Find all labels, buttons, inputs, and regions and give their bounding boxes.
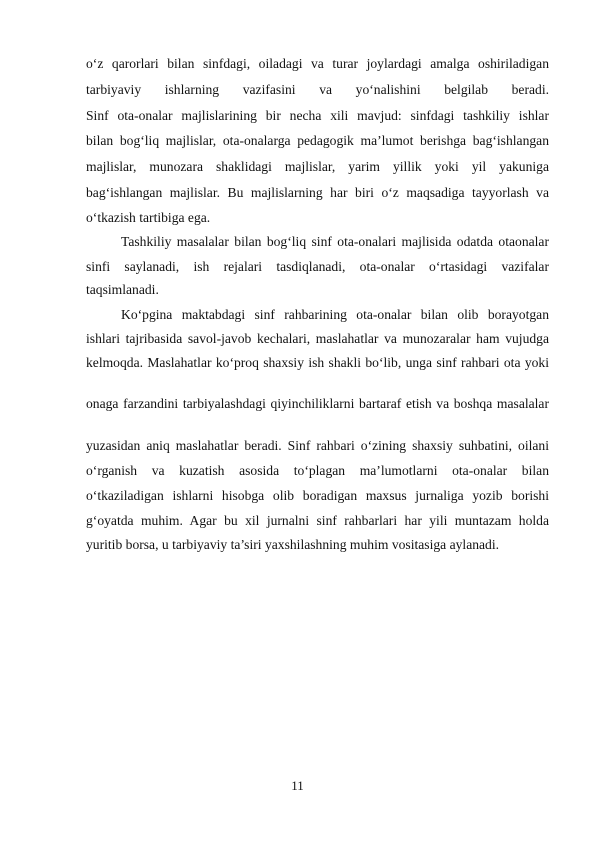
paragraph-first-line: Tashkiliy masalalar bilan bog‘liq sinf ota-onalari majlisida odatda otaonalar	[121, 234, 549, 249]
text-line: kelmoqda. Maslahatlar ko‘proq shaxsiy ish shakli bo‘lib, unga sinf rahbari ota yoki	[86, 355, 549, 370]
page-number: 11	[291, 778, 304, 793]
text-line: o‘tkaziladigan ishlarni hisobga olib boradigan maxsus jurnaliga yozib borishi	[86, 488, 549, 503]
text-line: o‘rganish va kuzatish asosida to‘plagan ma’lumotlarni ota-onalar bilan	[86, 463, 549, 478]
text-line: o‘tkazish tartibiga ega.	[86, 210, 211, 225]
text-line: bag‘ishlangan majlislar. Bu majlislarning har biri o‘z maqsadiga tayyorlash va	[86, 185, 549, 200]
text-line: tarbiyaviy ishlarning vazifasini va yo‘nalishini belgilab beradi.	[86, 82, 549, 97]
text-line: sinfi saylanadi, ish rejalari tasdiqlanadi, ota-onalar o‘rtasidagi vazifalar	[86, 259, 549, 274]
text-line: o‘z qarorlari bilan sinfdagi, oiladagi va turar joylardagi amalga oshiriladigan	[86, 56, 549, 71]
text-line: bilan bog‘liq majlislar, ota-onalarga pedagogik ma’lumot berishga bag‘ishlangan	[86, 133, 549, 148]
text-line: yuritib borsa, u tarbiyaviy ta’siri yaxshilashning muhim vositasiga aylanadi.	[86, 537, 500, 552]
paragraph-first-line: Ko‘pgina maktabdagi sinf rahbarining ota-onalar bilan olib borayotgan	[121, 307, 549, 322]
text-line: Sinf ota-onalar majlislarining bir necha xili mavjud: sinfdagi tashkiliy ishlar	[86, 108, 549, 123]
text-line: taqsimlanadi.	[86, 282, 159, 297]
text-line: ishlari tajribasida savol-javob kechalari, maslahatlar va munozaralar ham vujudga	[86, 331, 549, 346]
text-line: g‘oyatda muhim. Agar bu xil jurnalni sinf rahbarlari har yili muntazam holda	[86, 513, 549, 528]
text-line: onaga farzandini tarbiyalashdagi qiyinchiliklarni bartaraf etish va boshqa masalalar	[86, 396, 549, 411]
text-line: yuzasidan aniq maslahatlar beradi. Sinf rahbari o‘zining shaxsiy suhbatini, oilani	[86, 438, 549, 453]
text-line: majlislar, munozara shaklidagi majlislar, yarim yillik yoki yil yakuniga	[86, 159, 549, 174]
